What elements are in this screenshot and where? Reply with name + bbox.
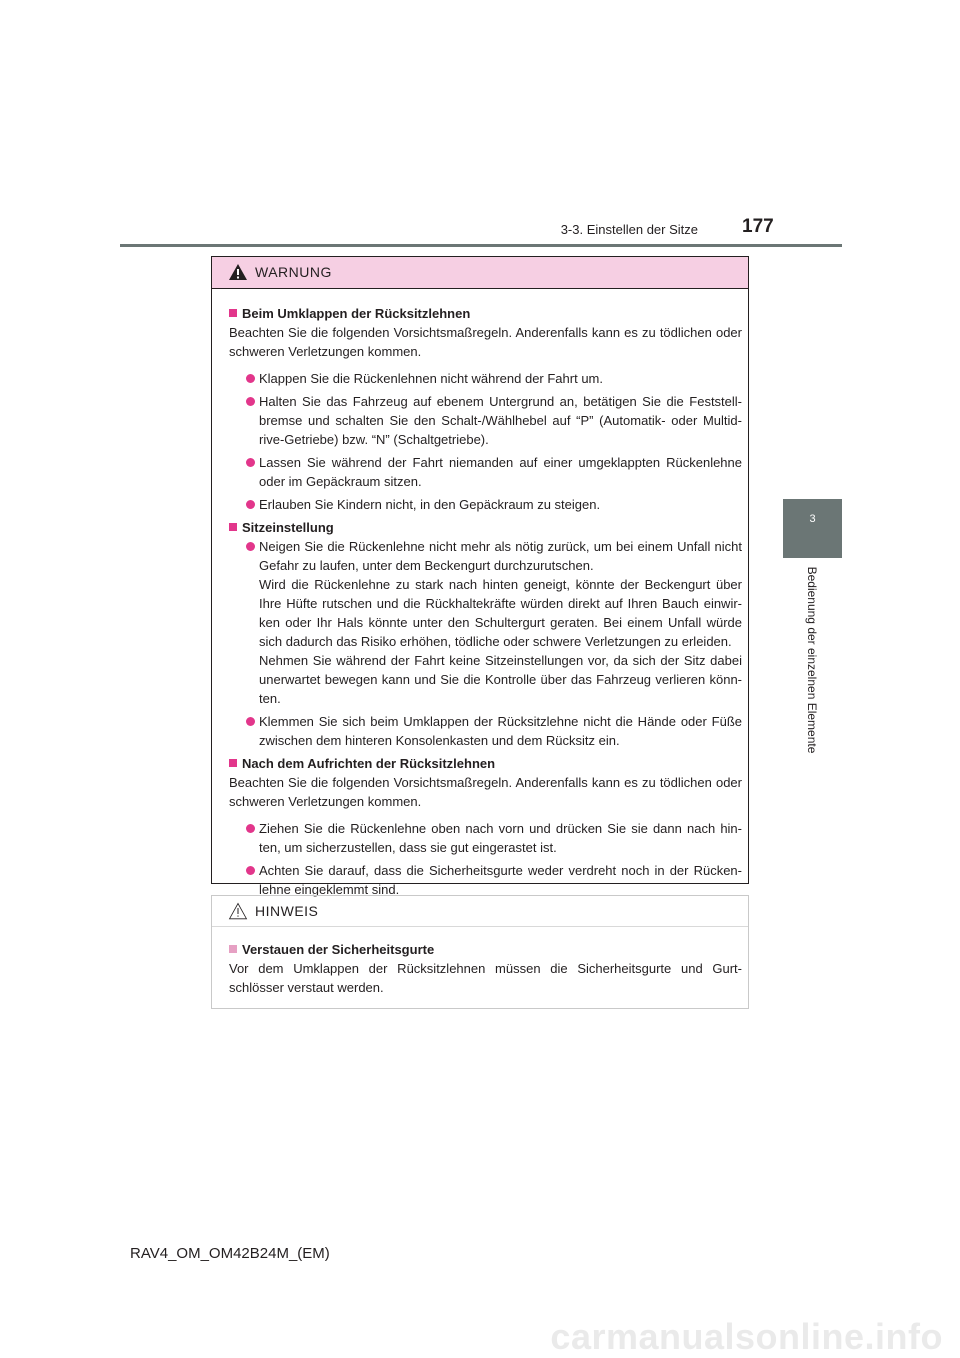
page-number: 177 <box>742 216 774 237</box>
notice-title: HINWEIS <box>255 903 319 919</box>
section-title: 3-3. Einstellen der Sitze <box>560 222 698 237</box>
bullet-dot-icon <box>246 717 255 726</box>
bullet-item: Lassen Sie während der Fahrt niemanden auf einer umgeklappten Rückenlehne oder im Gepäckraum sitzen. <box>229 453 742 491</box>
bullet-dot-icon <box>246 458 255 467</box>
bullet-item: Ziehen Sie die Rückenlehne oben nach vorn und drücken Sie sie dann nach hin-ten, um sicherzustellen, dass sie gut eingerastet ist. <box>229 819 742 857</box>
bullet-dot-icon <box>246 500 255 509</box>
square-bullet-icon <box>229 759 237 767</box>
watermark: carmanualsonline.info <box>550 1316 943 1357</box>
header-rule <box>120 244 842 247</box>
chapter-tab <box>783 499 842 558</box>
bullet-item: Halten Sie das Fahrzeug auf ebenem Untergrund an, betätigen Sie die Feststell-bremse und schalten Sie den Schalt-/Wählhebel auf “P” (Automatik- oder Multid-rive-Getriebe) bzw. “N” (Schaltgetriebe). <box>229 392 742 449</box>
notice-body <box>212 927 748 997</box>
bullet-dot-icon <box>246 397 255 406</box>
caution-triangle-outline-icon <box>228 902 248 920</box>
bullet-dot-icon <box>246 824 255 833</box>
notice-text: Vor dem Umklappen der Rücksitzlehnen müssen die Sicherheitsgurte und Gurt-schlösser verstaut werden. <box>229 961 742 995</box>
notice-box <box>211 895 749 1009</box>
warning-body <box>212 289 748 899</box>
bullet-item: Erlauben Sie Kindern nicht, in den Gepäckraum zu steigen. <box>229 495 742 514</box>
warning-header <box>212 257 748 289</box>
section-heading: Beim Umklappen der Rücksitzlehnen <box>229 304 742 323</box>
bullet-item: Klappen Sie die Rückenlehnen nicht während der Fahrt um. <box>229 369 742 388</box>
warning-triangle-icon <box>228 263 248 281</box>
bullet-item: Klemmen Sie sich beim Umklappen der Rücksitzlehne nicht die Hände oder Füße zwischen dem hinteren Konsolenkasten und dem Rücksitz ein. <box>229 712 742 750</box>
bullet-item: Achten Sie darauf, dass die Sicherheitsgurte weder verdreht noch in der Rücken-lehne eingeklemmt sind. <box>229 861 742 899</box>
square-bullet-icon <box>229 309 237 317</box>
section-intro: Beachten Sie die folgenden Vorsichtsmaßregeln. Anderenfalls kann es zu tödlichen oder schweren Verletzungen kommen. <box>229 775 742 809</box>
bullet-dot-icon <box>246 374 255 383</box>
bullet-dot-icon <box>246 866 255 875</box>
chapter-number: 3 <box>809 513 816 525</box>
warning-title: WARNUNG <box>255 264 332 280</box>
section-heading: Nach dem Aufrichten der Rücksitzlehnen <box>229 754 742 773</box>
square-bullet-icon <box>229 945 237 953</box>
section-intro: Beachten Sie die folgenden Vorsichtsmaßregeln. Anderenfalls kann es zu tödlichen oder schweren Verletzungen kommen. <box>229 325 742 359</box>
square-bullet-icon <box>229 523 237 531</box>
section-heading: Verstauen der Sicherheitsgurte <box>229 940 742 959</box>
document-code: RAV4_OM_OM42B24M_(EM) <box>130 1245 330 1262</box>
warning-box <box>211 256 749 897</box>
notice-header <box>212 896 748 927</box>
bullet-item: Neigen Sie die Rückenlehne nicht mehr als nötig zurück, um bei einem Unfall nicht Gefahr zu laufen, unter dem Beckengurt durchzurutschen. Wird die Rückenlehne zu stark nach hinten geneigt, könnte der Beckengurt über Ihre Hüfte rutschen und die Rückhaltekräfte würden direkt auf Ihren Bauch einwir-ken oder Ihr Hals könnte unter den Schultergurt geraten. Bei einem Unfall würde sich dadurch das Risiko erhöhen, tödliche oder schwere Verletzungen zu erleiden. Nehmen Sie während der Fahrt keine Sitzeinstellungen vor, da sich der Sitz dabei unerwartet bewegen kann und Sie die Kontrolle über das Fahrzeug verlieren könn-ten. <box>229 537 742 708</box>
chapter-label: Bedienung der einzelnen Elemente <box>805 566 819 754</box>
bullet-dot-icon <box>246 542 255 551</box>
section-heading: Sitzeinstellung <box>229 518 742 537</box>
